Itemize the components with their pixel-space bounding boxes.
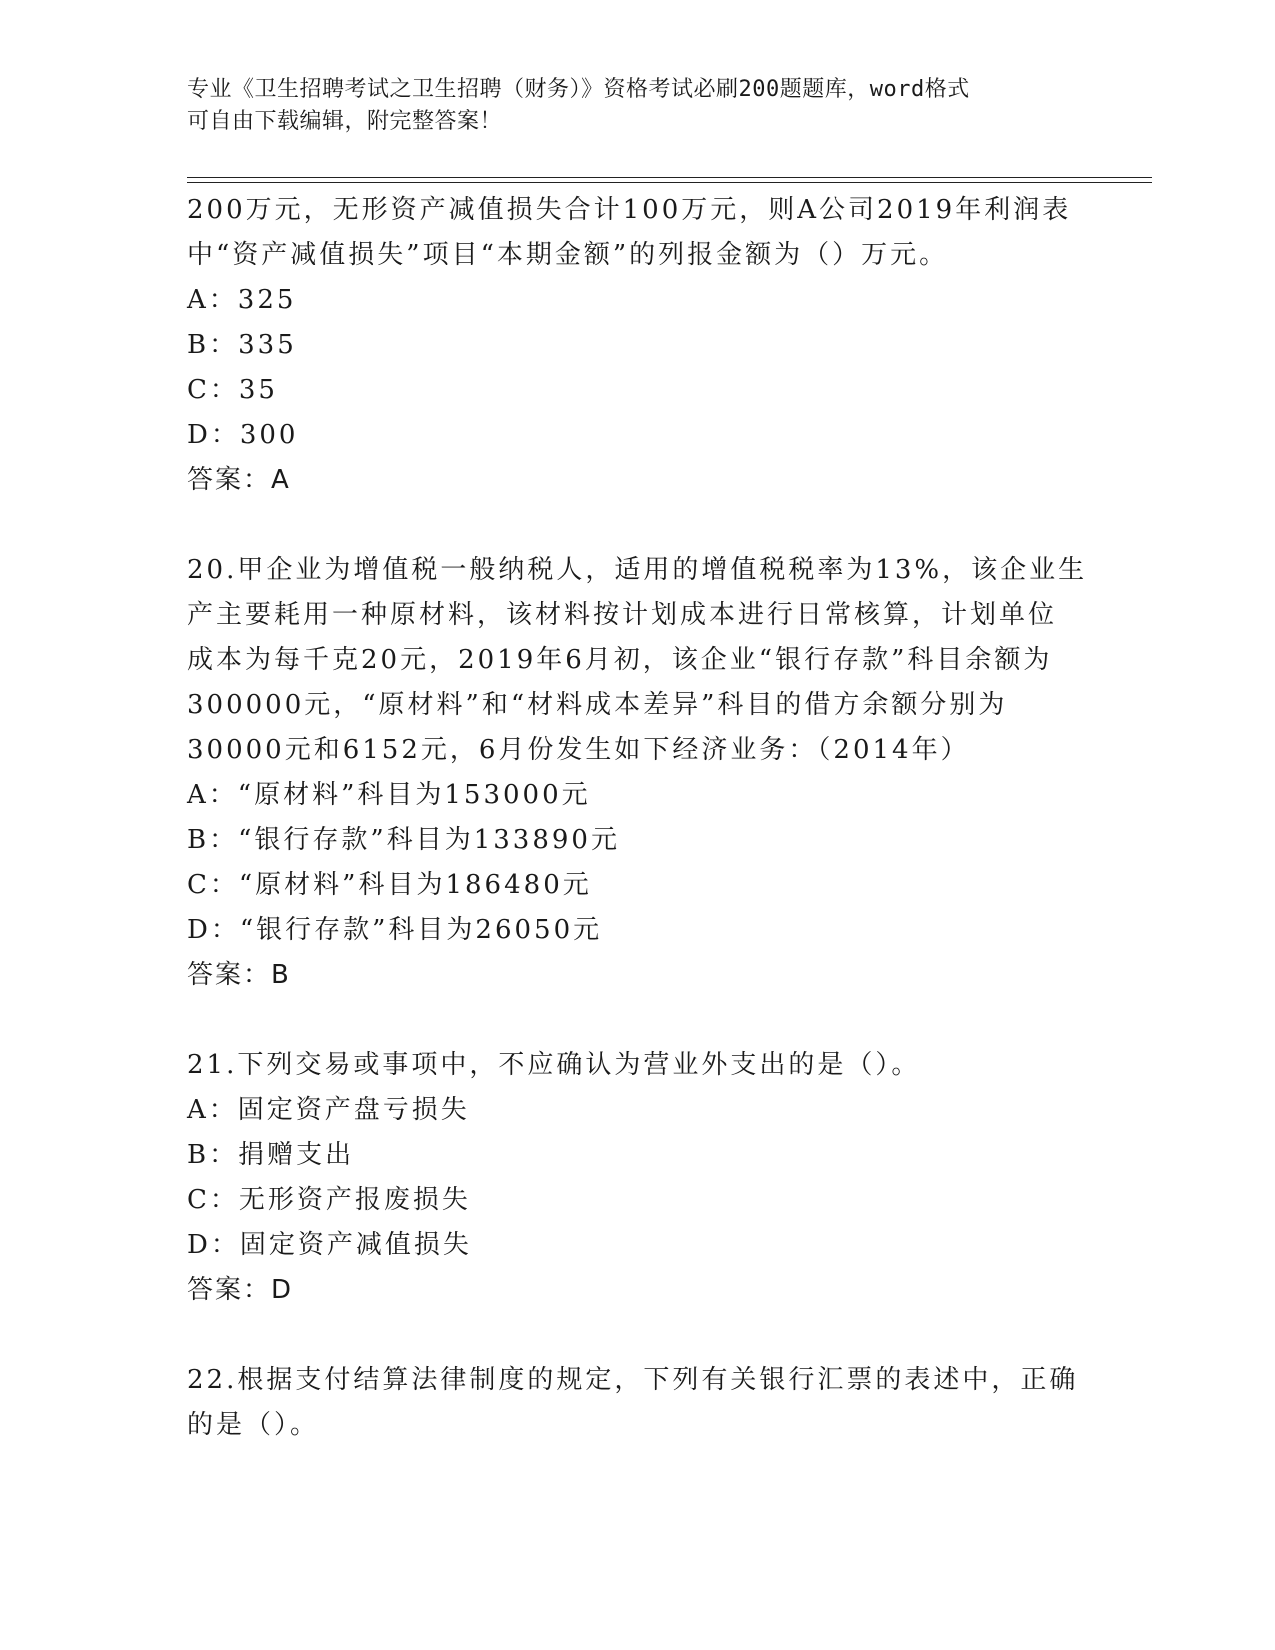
question-text: 200万元，无形资产减值损失合计100万元，则A公司2019年利润表 bbox=[187, 195, 1072, 225]
answer: 答案：D bbox=[187, 1275, 294, 1305]
question-text: 21.下列交易或事项中，不应确认为营业外支出的是（）。 bbox=[187, 1050, 921, 1080]
spacer bbox=[187, 503, 1087, 548]
header-title-line-1: 专业《卫生招聘考试之卫生招聘（财务）》资格考试必刷200题题库，word格式 bbox=[187, 77, 970, 102]
question-20 bbox=[187, 548, 1087, 998]
question-19 bbox=[187, 188, 1087, 503]
answer: 答案：A bbox=[187, 465, 291, 495]
header-title-line-2: 可自由下载编辑，附完整答案！ bbox=[187, 109, 503, 134]
option-a: A：“原材料”科目为153000元 bbox=[187, 780, 591, 810]
option-c: C：35 bbox=[187, 375, 278, 405]
question-text: 22.根据支付结算法律制度的规定，下列有关银行汇票的表述中，正确 bbox=[187, 1365, 1079, 1395]
question-text: 产主要耗用一种原材料，该材料按计划成本进行日常核算，计划单位 bbox=[187, 600, 1058, 630]
question-text: 成本为每千克20元，2019年6月初，该企业“银行存款”科目余额为 bbox=[187, 645, 1053, 675]
question-22 bbox=[187, 1358, 1087, 1448]
option-d: D：固定资产减值损失 bbox=[187, 1230, 472, 1260]
document-header bbox=[187, 74, 1067, 138]
question-text: 20.甲企业为增值税一般纳税人，适用的增值税税率为13%，该企业生 bbox=[187, 555, 1088, 585]
answer: 答案：B bbox=[187, 960, 291, 990]
header-divider-top bbox=[187, 177, 1152, 178]
question-content bbox=[187, 188, 1087, 1448]
option-b: B：捐赠支出 bbox=[187, 1140, 355, 1170]
question-text: 300000元，“原材料”和“材料成本差异”科目的借方余额分别为 bbox=[187, 690, 1008, 720]
question-21 bbox=[187, 1043, 1087, 1313]
option-a: A：固定资产盘亏损失 bbox=[187, 1095, 470, 1125]
option-d: D：300 bbox=[187, 420, 299, 450]
header-divider-bottom bbox=[187, 182, 1152, 183]
option-b: B：“银行存款”科目为133890元 bbox=[187, 825, 620, 855]
question-text: 的是（）。 bbox=[187, 1410, 320, 1440]
option-c: C：“原材料”科目为186480元 bbox=[187, 870, 592, 900]
spacer bbox=[187, 998, 1087, 1043]
option-d: D：“银行存款”科目为26050元 bbox=[187, 915, 603, 945]
option-a: A：325 bbox=[187, 285, 297, 315]
question-text: 中“资产减值损失”项目“本期金额”的列报金额为（）万元。 bbox=[187, 240, 949, 270]
option-b: B：335 bbox=[187, 330, 297, 360]
question-text: 30000元和6152元，6月份发生如下经济业务：（2014年） bbox=[187, 735, 970, 765]
option-c: C：无形资产报废损失 bbox=[187, 1185, 471, 1215]
spacer bbox=[187, 1313, 1087, 1358]
